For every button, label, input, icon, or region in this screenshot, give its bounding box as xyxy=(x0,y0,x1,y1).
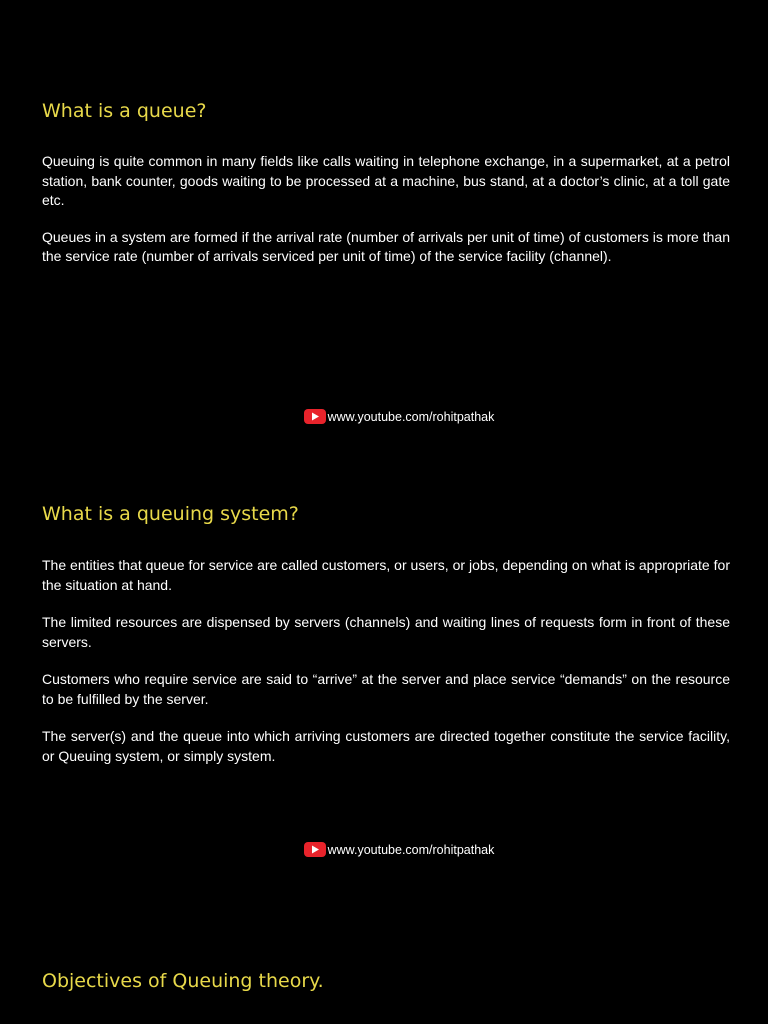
youtube-play-icon xyxy=(304,842,326,857)
youtube-link-text[interactable]: www.youtube.com/rohitpathak xyxy=(327,409,495,424)
section-heading: What is a queue? xyxy=(42,100,207,122)
paragraph: Customers who require service are said to “arrive” at the server and place service “demands” on the resource to be fulfilled by the server. xyxy=(42,671,730,707)
section-what-is-a-queue xyxy=(42,100,730,267)
paragraph: Queuing is quite common in many fields like calls waiting in telephone exchange, in a supermarket, at a petrol station, bank counter, goods waiting to be processed at a machine, bus stand, at a doctor’s clinic, at a toll gate etc. xyxy=(42,153,730,208)
paragraph: The limited resources are dispensed by servers (channels) and waiting lines of requests form in front of these servers. xyxy=(42,614,730,650)
section-objectives xyxy=(42,970,730,992)
section-what-is-a-queuing-system xyxy=(42,503,730,766)
section-heading: What is a queuing system? xyxy=(42,503,299,525)
youtube-link[interactable] xyxy=(0,842,768,857)
youtube-play-icon xyxy=(304,409,326,424)
paragraph: The entities that queue for service are called customers, or users, or jobs, depending on what is appropriate for the situation at hand. xyxy=(42,557,730,593)
youtube-link-text[interactable]: www.youtube.com/rohitpathak xyxy=(327,842,495,857)
paragraph: Queues in a system are formed if the arrival rate (number of arrivals per unit of time) of customers is more than the service rate (number of arrivals serviced per unit of time) of the service facility (channel). xyxy=(42,228,730,264)
paragraph: The server(s) and the queue into which arriving customers are directed together constitute the service facility, or Queuing system, or simply system. xyxy=(42,728,730,764)
section-heading: Objectives of Queuing theory. xyxy=(42,970,324,992)
youtube-link[interactable] xyxy=(0,409,768,424)
